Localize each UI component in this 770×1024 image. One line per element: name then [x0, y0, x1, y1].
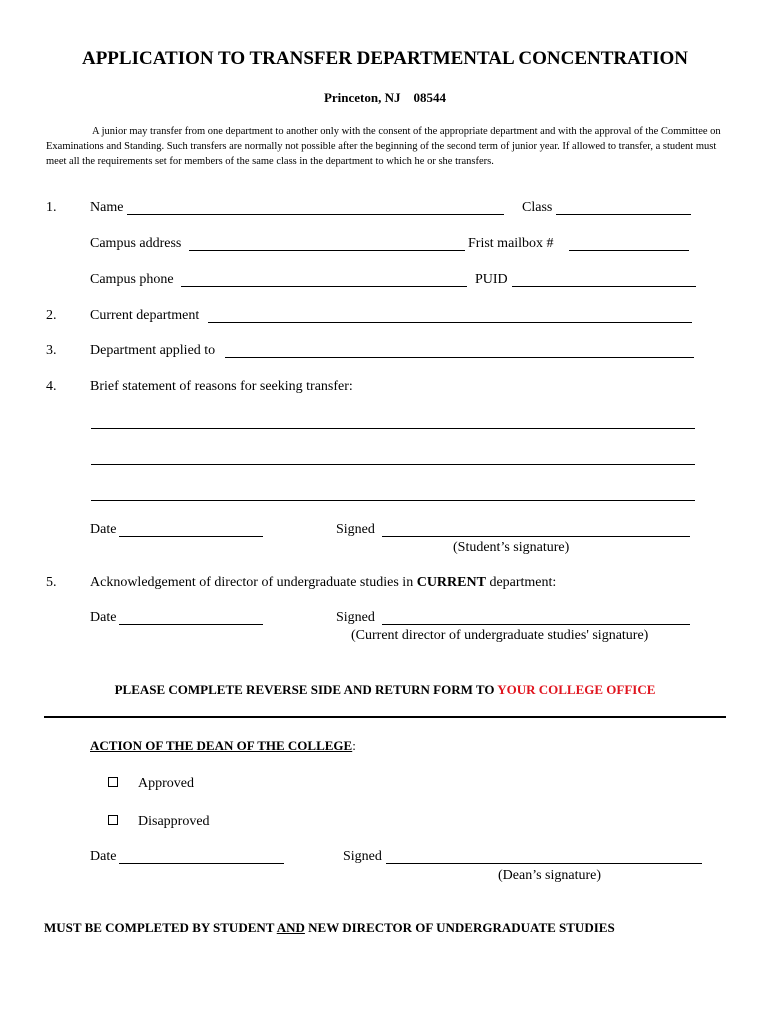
frist-mailbox-label: Frist mailbox # — [468, 236, 554, 251]
campus-address-field[interactable] — [189, 250, 465, 251]
item-number-3: 3. — [46, 343, 57, 358]
section-divider — [44, 716, 726, 718]
item-number-4: 4. — [46, 379, 57, 394]
signed-label: Signed — [336, 522, 375, 537]
dean-date-label: Date — [90, 849, 117, 864]
department-applied-label: Department applied to — [90, 343, 216, 358]
puid-field[interactable] — [512, 286, 696, 287]
form-title: APPLICATION TO TRANSFER DEPARTMENTAL CONCENTRATION — [81, 48, 688, 69]
location: Princeton, NJ 08544 — [323, 90, 447, 105]
dean-signature-caption: (Dean’s signature) — [498, 868, 602, 883]
name-field[interactable] — [127, 214, 504, 215]
frist-mailbox-field[interactable] — [569, 250, 689, 251]
dean-heading: ACTION OF THE DEAN OF THE COLLEGE: — [90, 738, 356, 753]
footer-notice: MUST BE COMPLETED BY STUDENT AND NEW DIRECTOR OF UNDERGRADUATE STUDIES — [44, 920, 615, 935]
puid-label: PUID — [475, 272, 508, 287]
campus-phone-label: Campus phone — [90, 272, 174, 287]
approved-checkbox[interactable] — [108, 777, 118, 787]
intro-paragraph: A junior may transfer from one department to another only with the consent of the appropriate department and with the approval of the Committee on Examinations and Standing. Such transfers are normally not possible after the beginning of the second term of junior year. If allowed to transfer, a student must meet all the requirements set for members of the same class in the department to which he or she transfers. — [46, 126, 721, 167]
item-number-2: 2. — [46, 308, 57, 323]
director-signature-caption: (Current director of undergraduate studies' signature) — [351, 628, 649, 643]
dean-signed-label: Signed — [343, 849, 382, 864]
date-label-2: Date — [90, 610, 117, 625]
campus-address-label: Campus address — [90, 236, 182, 251]
campus-phone-field[interactable] — [181, 286, 467, 287]
item-number-1: 1. — [46, 200, 57, 215]
approved-label: Approved — [138, 776, 194, 791]
acknowledgement-text: Acknowledgement of director of undergraduate studies in CURRENT department: — [90, 575, 557, 590]
disapproved-checkbox[interactable] — [108, 815, 118, 825]
date-label: Date — [90, 522, 117, 537]
item-number-5: 5. — [46, 575, 57, 590]
dean-date-field[interactable] — [119, 863, 284, 864]
return-notice: PLEASE COMPLETE REVERSE SIDE AND RETURN FORM TO YOUR COLLEGE OFFICE — [114, 682, 656, 697]
statement-line-3[interactable] — [91, 500, 695, 501]
current-department-field[interactable] — [208, 322, 692, 323]
signed-label-2: Signed — [336, 610, 375, 625]
statement-line-1[interactable] — [91, 428, 695, 429]
date-field[interactable] — [119, 536, 263, 537]
name-label: Name — [90, 200, 124, 215]
class-label: Class — [522, 200, 553, 215]
student-signature-field[interactable] — [382, 536, 690, 537]
dean-signature-field[interactable] — [386, 863, 702, 864]
department-applied-field[interactable] — [225, 357, 694, 358]
student-signature-caption: (Student’s signature) — [453, 540, 570, 555]
statement-label: Brief statement of reasons for seeking transfer: — [90, 379, 353, 394]
statement-line-2[interactable] — [91, 464, 695, 465]
director-signature-field[interactable] — [382, 624, 690, 625]
disapproved-label: Disapproved — [138, 814, 210, 829]
date-field-2[interactable] — [119, 624, 263, 625]
class-field[interactable] — [556, 214, 691, 215]
current-department-label: Current department — [90, 308, 200, 323]
